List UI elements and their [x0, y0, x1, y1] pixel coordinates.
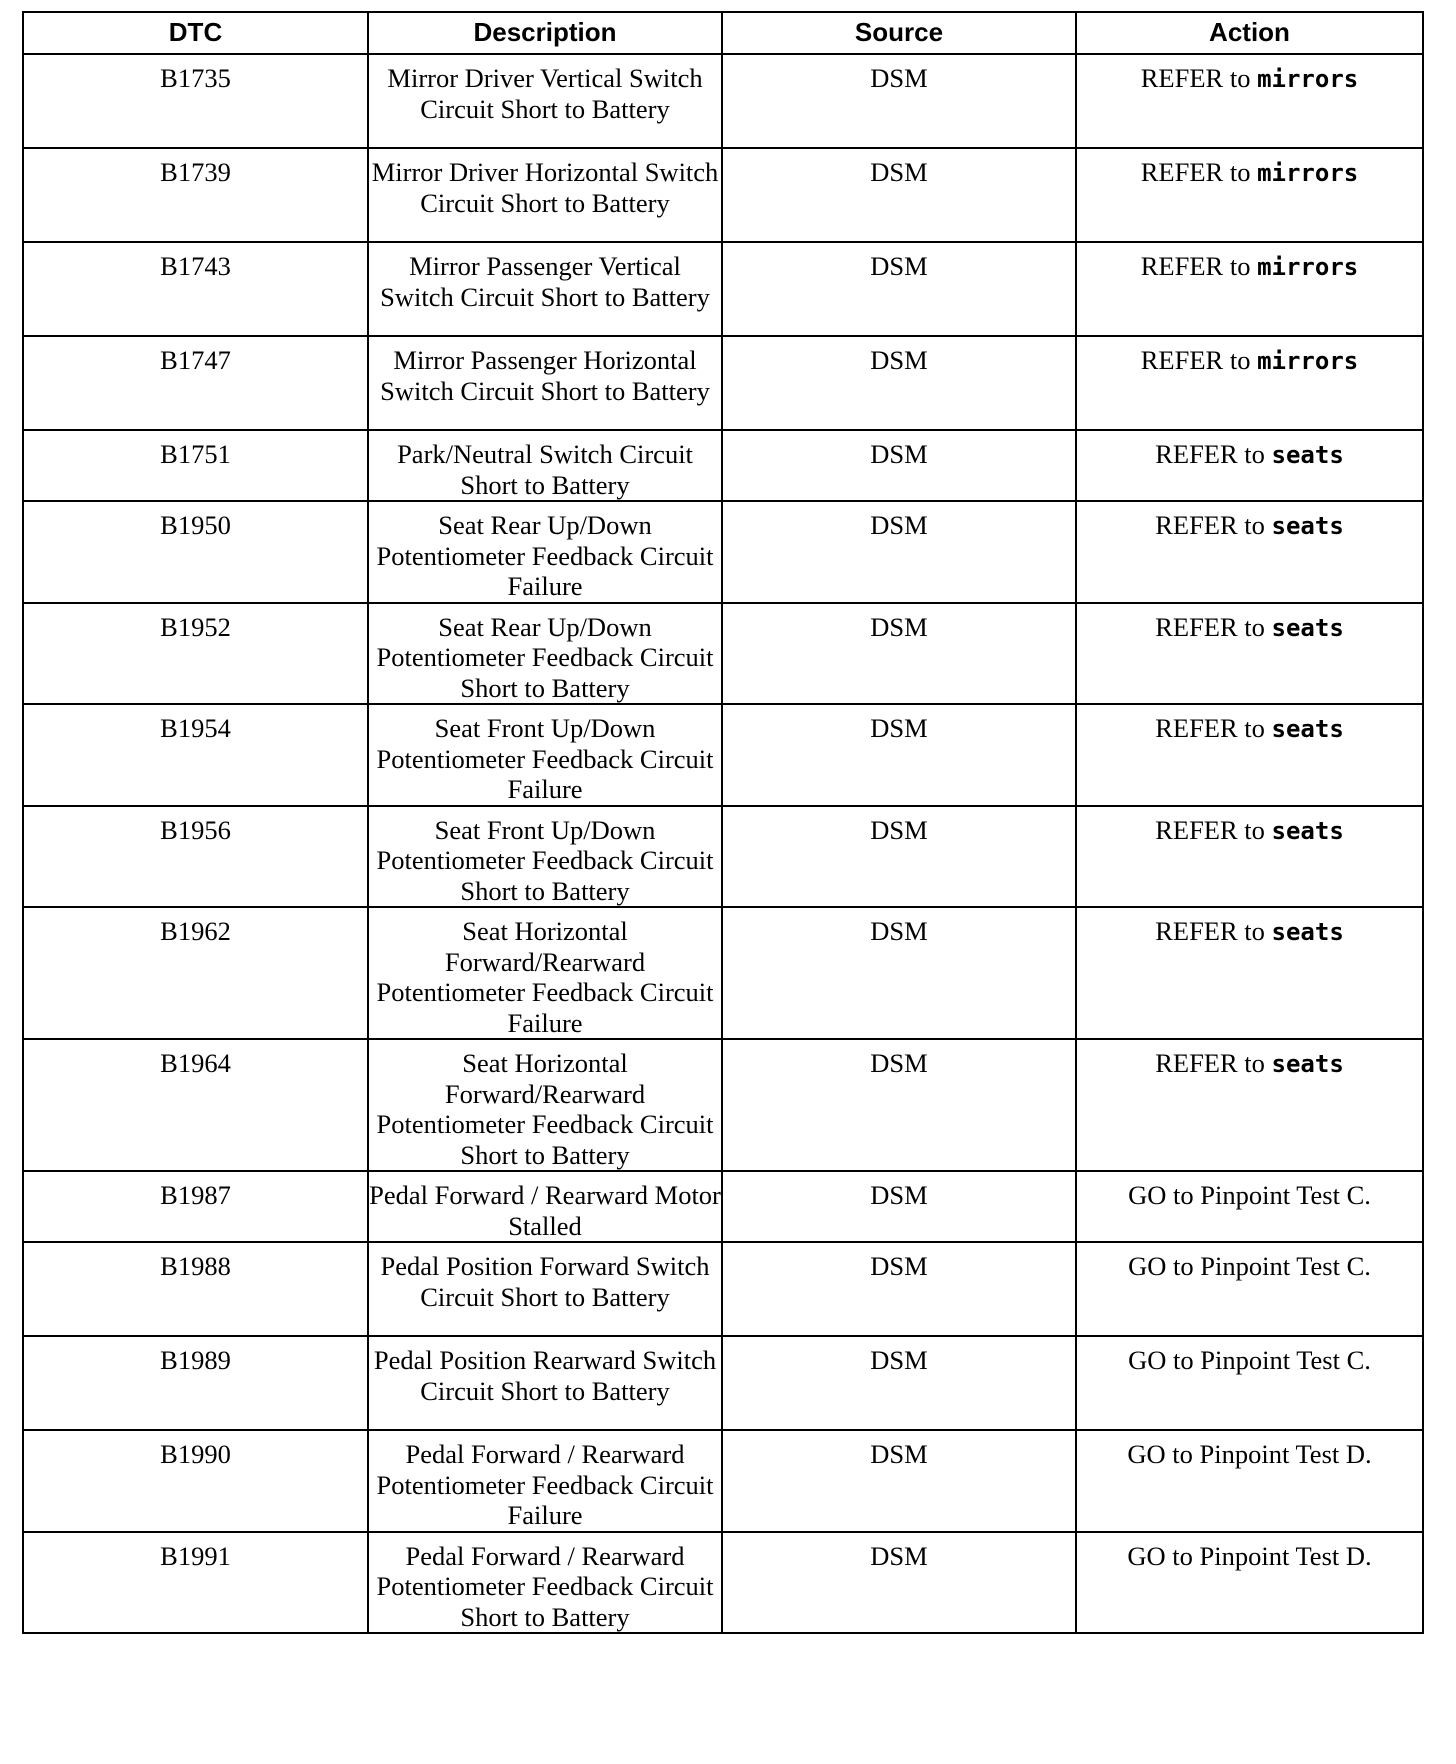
- action-reference-link[interactable]: seats: [1271, 1050, 1344, 1078]
- table-body: [23, 54, 1423, 1633]
- action-prefix: REFER to: [1155, 510, 1265, 540]
- description-cell: Seat Rear Up/Down Potentiometer Feedback Circuit Short to Battery: [368, 603, 722, 705]
- action-cell: [1076, 603, 1423, 705]
- action-prefix: REFER to: [1140, 251, 1251, 281]
- action-cell: [1076, 336, 1423, 430]
- dtc-code-cell: B1954: [23, 704, 368, 806]
- table-row: [23, 704, 1423, 806]
- source-cell: DSM: [722, 907, 1076, 1039]
- action-reference-link[interactable]: mirrors: [1257, 159, 1359, 187]
- dtc-code-cell: B1987: [23, 1171, 368, 1242]
- action-reference-link[interactable]: seats: [1271, 512, 1344, 540]
- action-reference-link[interactable]: seats: [1271, 715, 1344, 743]
- action-prefix: REFER to: [1155, 439, 1265, 469]
- action-text: GO to Pinpoint Test D.: [1127, 1439, 1372, 1469]
- description-cell: Pedal Forward / Rearward Potentiometer Feedback Circuit Short to Battery: [368, 1532, 722, 1634]
- dtc-code-cell: B1950: [23, 501, 368, 603]
- action-reference-link[interactable]: seats: [1271, 441, 1344, 469]
- source-cell: DSM: [722, 806, 1076, 908]
- action-cell: [1076, 1242, 1423, 1336]
- source-cell: DSM: [722, 148, 1076, 242]
- action-cell: [1076, 501, 1423, 603]
- description-cell: Seat Front Up/Down Potentiometer Feedback Circuit Failure: [368, 704, 722, 806]
- dtc-code-cell: B1964: [23, 1039, 368, 1171]
- action-reference-link[interactable]: seats: [1271, 918, 1344, 946]
- source-cell: DSM: [722, 242, 1076, 336]
- action-reference-link[interactable]: mirrors: [1257, 253, 1359, 281]
- dtc-table: [22, 11, 1424, 1634]
- table-row: [23, 430, 1423, 501]
- description-cell: Seat Front Up/Down Potentiometer Feedback Circuit Short to Battery: [368, 806, 722, 908]
- table-row: [23, 1532, 1423, 1634]
- dtc-code-cell: B1962: [23, 907, 368, 1039]
- source-cell: DSM: [722, 336, 1076, 430]
- action-cell: [1076, 1039, 1423, 1171]
- dtc-code-cell: B1952: [23, 603, 368, 705]
- description-cell: Pedal Forward / Rearward Motor Stalled: [368, 1171, 722, 1242]
- action-text: GO to Pinpoint Test C.: [1128, 1180, 1371, 1210]
- dtc-code-cell: B1988: [23, 1242, 368, 1336]
- action-prefix: REFER to: [1140, 157, 1251, 187]
- table-row: [23, 907, 1423, 1039]
- action-reference-link[interactable]: mirrors: [1257, 347, 1359, 375]
- table-row: [23, 501, 1423, 603]
- description-cell: Pedal Position Forward Switch Circuit Short to Battery: [368, 1242, 722, 1336]
- header-action: Action: [1076, 12, 1423, 54]
- table-row: [23, 148, 1423, 242]
- dtc-code-cell: B1990: [23, 1430, 368, 1532]
- action-cell: [1076, 242, 1423, 336]
- dtc-code-cell: B1989: [23, 1336, 368, 1430]
- description-cell: Seat Rear Up/Down Potentiometer Feedback Circuit Failure: [368, 501, 722, 603]
- table-row: [23, 1242, 1423, 1336]
- dtc-code-cell: B1743: [23, 242, 368, 336]
- action-text: GO to Pinpoint Test C.: [1128, 1345, 1371, 1375]
- description-cell: Mirror Passenger Horizontal Switch Circuit Short to Battery: [368, 336, 722, 430]
- description-cell: Seat Horizontal Forward/Rearward Potentiometer Feedback Circuit Short to Battery: [368, 1039, 722, 1171]
- action-prefix: REFER to: [1155, 916, 1265, 946]
- action-prefix: REFER to: [1155, 814, 1265, 845]
- header-dtc: DTC: [23, 12, 368, 54]
- action-cell: [1076, 1430, 1423, 1532]
- table-header-row: [23, 12, 1423, 54]
- table-row: [23, 336, 1423, 430]
- action-cell: [1076, 704, 1423, 806]
- action-cell: [1076, 54, 1423, 148]
- description-cell: Seat Horizontal Forward/Rearward Potentiometer Feedback Circuit Failure: [368, 907, 722, 1039]
- source-cell: DSM: [722, 704, 1076, 806]
- source-cell: DSM: [722, 603, 1076, 705]
- dtc-code-cell: B1747: [23, 336, 368, 430]
- dtc-code-cell: B1751: [23, 430, 368, 501]
- dtc-code-cell: B1735: [23, 54, 368, 148]
- header-source: Source: [722, 12, 1076, 54]
- description-cell: Pedal Position Rearward Switch Circuit Short to Battery: [368, 1336, 722, 1430]
- source-cell: DSM: [722, 501, 1076, 603]
- action-cell: [1076, 148, 1423, 242]
- action-prefix: REFER to: [1155, 713, 1265, 743]
- table-row: [23, 242, 1423, 336]
- dtc-code-cell: B1956: [23, 806, 368, 908]
- action-prefix: REFER to: [1155, 1048, 1265, 1078]
- source-cell: DSM: [722, 1532, 1076, 1634]
- action-text: GO to Pinpoint Test C.: [1128, 1251, 1371, 1281]
- action-prefix: REFER to: [1155, 611, 1265, 642]
- table-row: [23, 1171, 1423, 1242]
- action-reference-link[interactable]: seats: [1271, 613, 1344, 642]
- source-cell: DSM: [722, 1039, 1076, 1171]
- dtc-code-cell: B1739: [23, 148, 368, 242]
- table-row: [23, 1039, 1423, 1171]
- header-description: Description: [368, 12, 722, 54]
- action-text: GO to Pinpoint Test D.: [1127, 1540, 1372, 1571]
- description-cell: Mirror Driver Horizontal Switch Circuit Short to Battery: [368, 148, 722, 242]
- source-cell: DSM: [722, 1430, 1076, 1532]
- action-cell: [1076, 430, 1423, 501]
- action-cell: [1076, 907, 1423, 1039]
- table-row: [23, 603, 1423, 705]
- table-row: [23, 1336, 1423, 1430]
- source-cell: DSM: [722, 54, 1076, 148]
- source-cell: DSM: [722, 430, 1076, 501]
- table-row: [23, 806, 1423, 908]
- action-reference-link[interactable]: mirrors: [1257, 65, 1359, 93]
- action-cell: [1076, 806, 1423, 908]
- dtc-code-cell: B1991: [23, 1532, 368, 1634]
- description-cell: Pedal Forward / Rearward Potentiometer Feedback Circuit Failure: [368, 1430, 722, 1532]
- source-cell: DSM: [722, 1242, 1076, 1336]
- description-cell: Park/Neutral Switch Circuit Short to Battery: [368, 430, 722, 501]
- action-prefix: REFER to: [1140, 345, 1251, 375]
- source-cell: DSM: [722, 1336, 1076, 1430]
- description-cell: Mirror Passenger Vertical Switch Circuit Short to Battery: [368, 242, 722, 336]
- source-cell: DSM: [722, 1171, 1076, 1242]
- action-prefix: REFER to: [1140, 63, 1251, 93]
- description-cell: Mirror Driver Vertical Switch Circuit Short to Battery: [368, 54, 722, 148]
- table-row: [23, 54, 1423, 148]
- action-cell: [1076, 1171, 1423, 1242]
- action-cell: [1076, 1532, 1423, 1634]
- action-cell: [1076, 1336, 1423, 1430]
- action-reference-link[interactable]: seats: [1271, 816, 1344, 845]
- table-row: [23, 1430, 1423, 1532]
